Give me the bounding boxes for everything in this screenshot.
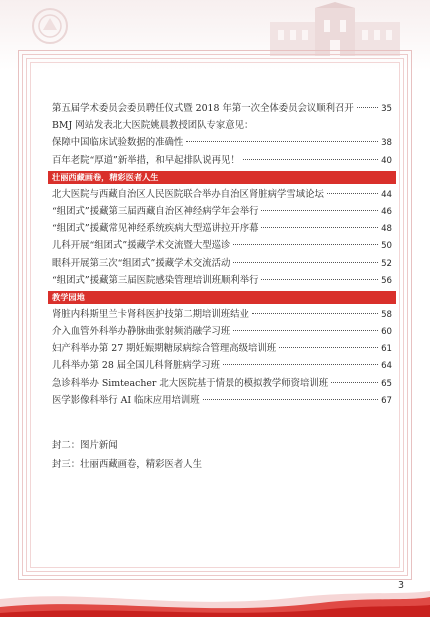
toc-leader-dots: [233, 244, 378, 245]
cover-note-inside-front: 封二：图片新闻: [52, 440, 118, 451]
toc-leader-dots: [243, 159, 378, 160]
toc-entry-page: 48: [381, 224, 392, 235]
toc-entry[interactable]: [52, 100, 392, 117]
toc-leader-dots: [331, 382, 378, 383]
toc-entry-title: 儿科举办第 28 届全国儿科肾脏病学习班: [52, 360, 220, 372]
toc-leader-dots: [279, 347, 378, 348]
toc-entry-page: 40: [381, 155, 392, 166]
toc-entry-page: 52: [381, 258, 392, 269]
toc-entry-page: 38: [381, 138, 392, 149]
table-of-contents: [52, 100, 392, 409]
toc-entry[interactable]: [52, 272, 392, 289]
toc-entry-title: 第五届学术委员会委员聘任仪式暨 2018 年第一次全体委员会议顺利召开: [52, 103, 354, 114]
toc-entry[interactable]: [52, 134, 392, 151]
toc-entry-title: 眼科开展第三次“组团式”援藏学术交流活动: [52, 257, 231, 269]
toc-leader-dots: [203, 399, 378, 400]
toc-entry-title: “组团式”援藏常见神经系统疾病大型巡讲拉开序幕: [52, 223, 259, 235]
toc-leader-dots: [233, 330, 378, 331]
toc-entry[interactable]: [52, 186, 392, 203]
toc-leader-dots: [261, 210, 378, 211]
toc-leader-dots: [223, 364, 378, 365]
toc-entry-page: 61: [381, 344, 392, 355]
page-number: 3: [398, 580, 405, 591]
toc-entry-title: 肾脏内科斯里兰卡肾科医护技第二期培训班结业: [52, 308, 249, 320]
toc-entry[interactable]: [52, 117, 392, 134]
toc-entry-page: 35: [381, 104, 392, 114]
toc-entry-title: 急诊科举办 Simteacher 北大医院基于情景的模拟教学师资培训班: [52, 377, 329, 389]
toc-entry[interactable]: [52, 255, 392, 272]
toc-entry-title: 妇产科举办第 27 期妊娠期糖尿病综合管理高级培训班: [52, 343, 277, 355]
toc-entry-page: 60: [381, 327, 392, 338]
toc-entry[interactable]: [52, 306, 392, 323]
toc-leader-dots: [186, 141, 378, 142]
toc-entry[interactable]: [52, 340, 392, 357]
toc-entry-title: 儿科开展“组团式”援藏学术交流暨大型巡诊: [52, 240, 231, 252]
toc-entry-page: 46: [381, 206, 392, 217]
toc-entry-page: 50: [381, 241, 392, 252]
university-seal-icon: [30, 6, 70, 46]
toc-entry-page: 44: [381, 189, 392, 200]
toc-entry-page: 67: [381, 395, 392, 406]
toc-leader-dots: [252, 313, 378, 314]
toc-entry-page: 56: [381, 275, 392, 286]
toc-entry-title: 医学影像科举行 AI 临床应用培训班: [52, 394, 200, 406]
toc-leader-dots: [357, 107, 378, 108]
section-header: 教学园地: [48, 291, 396, 304]
toc-entry-title: 百年老院“厚道”新举措，和早起排队说再见！: [52, 154, 240, 166]
toc-leader-dots: [261, 279, 378, 280]
toc-leader-dots: [261, 227, 378, 228]
toc-leader-dots: [327, 193, 378, 194]
toc-entry-page: 58: [381, 309, 392, 320]
toc-entry[interactable]: [52, 203, 392, 220]
toc-entry-title: 介入血管外科举办静脉曲张射频消融学习班: [52, 326, 231, 338]
toc-entry-title: BMJ 网站发表北大医院姚晨教授团队专家意见：: [52, 120, 254, 132]
toc-entry-page: 65: [381, 378, 392, 389]
toc-entry-title: 保障中国临床试验数据的准确性: [52, 137, 184, 149]
toc-entry[interactable]: [52, 357, 392, 374]
cover-note-inside-back: 封三：壮丽西藏画卷，精彩医者人生: [52, 459, 203, 470]
toc-leader-dots: [233, 262, 378, 263]
toc-entry[interactable]: [52, 237, 392, 254]
toc-entry-page: 64: [381, 361, 392, 372]
toc-entry-title: “组团式”援藏第三届医院感染管理培训班顺利举行: [52, 274, 259, 286]
toc-entry-title: 北大医院与西藏自治区人民医院联合举办自治区肾脏病学雪域论坛: [52, 188, 324, 200]
toc-entry[interactable]: [52, 220, 392, 237]
footer-wave-decoration: [0, 585, 430, 617]
toc-entry[interactable]: [52, 323, 392, 340]
cover-notes: [52, 436, 202, 474]
toc-entry[interactable]: [52, 152, 392, 169]
toc-entry[interactable]: [52, 392, 392, 409]
section-header: 壮丽西藏画卷，精彩医者人生: [48, 171, 396, 184]
toc-entry-title: “组团式”援藏第三届西藏自治区神经病学年会举行: [52, 205, 259, 217]
toc-entry[interactable]: [52, 375, 392, 392]
